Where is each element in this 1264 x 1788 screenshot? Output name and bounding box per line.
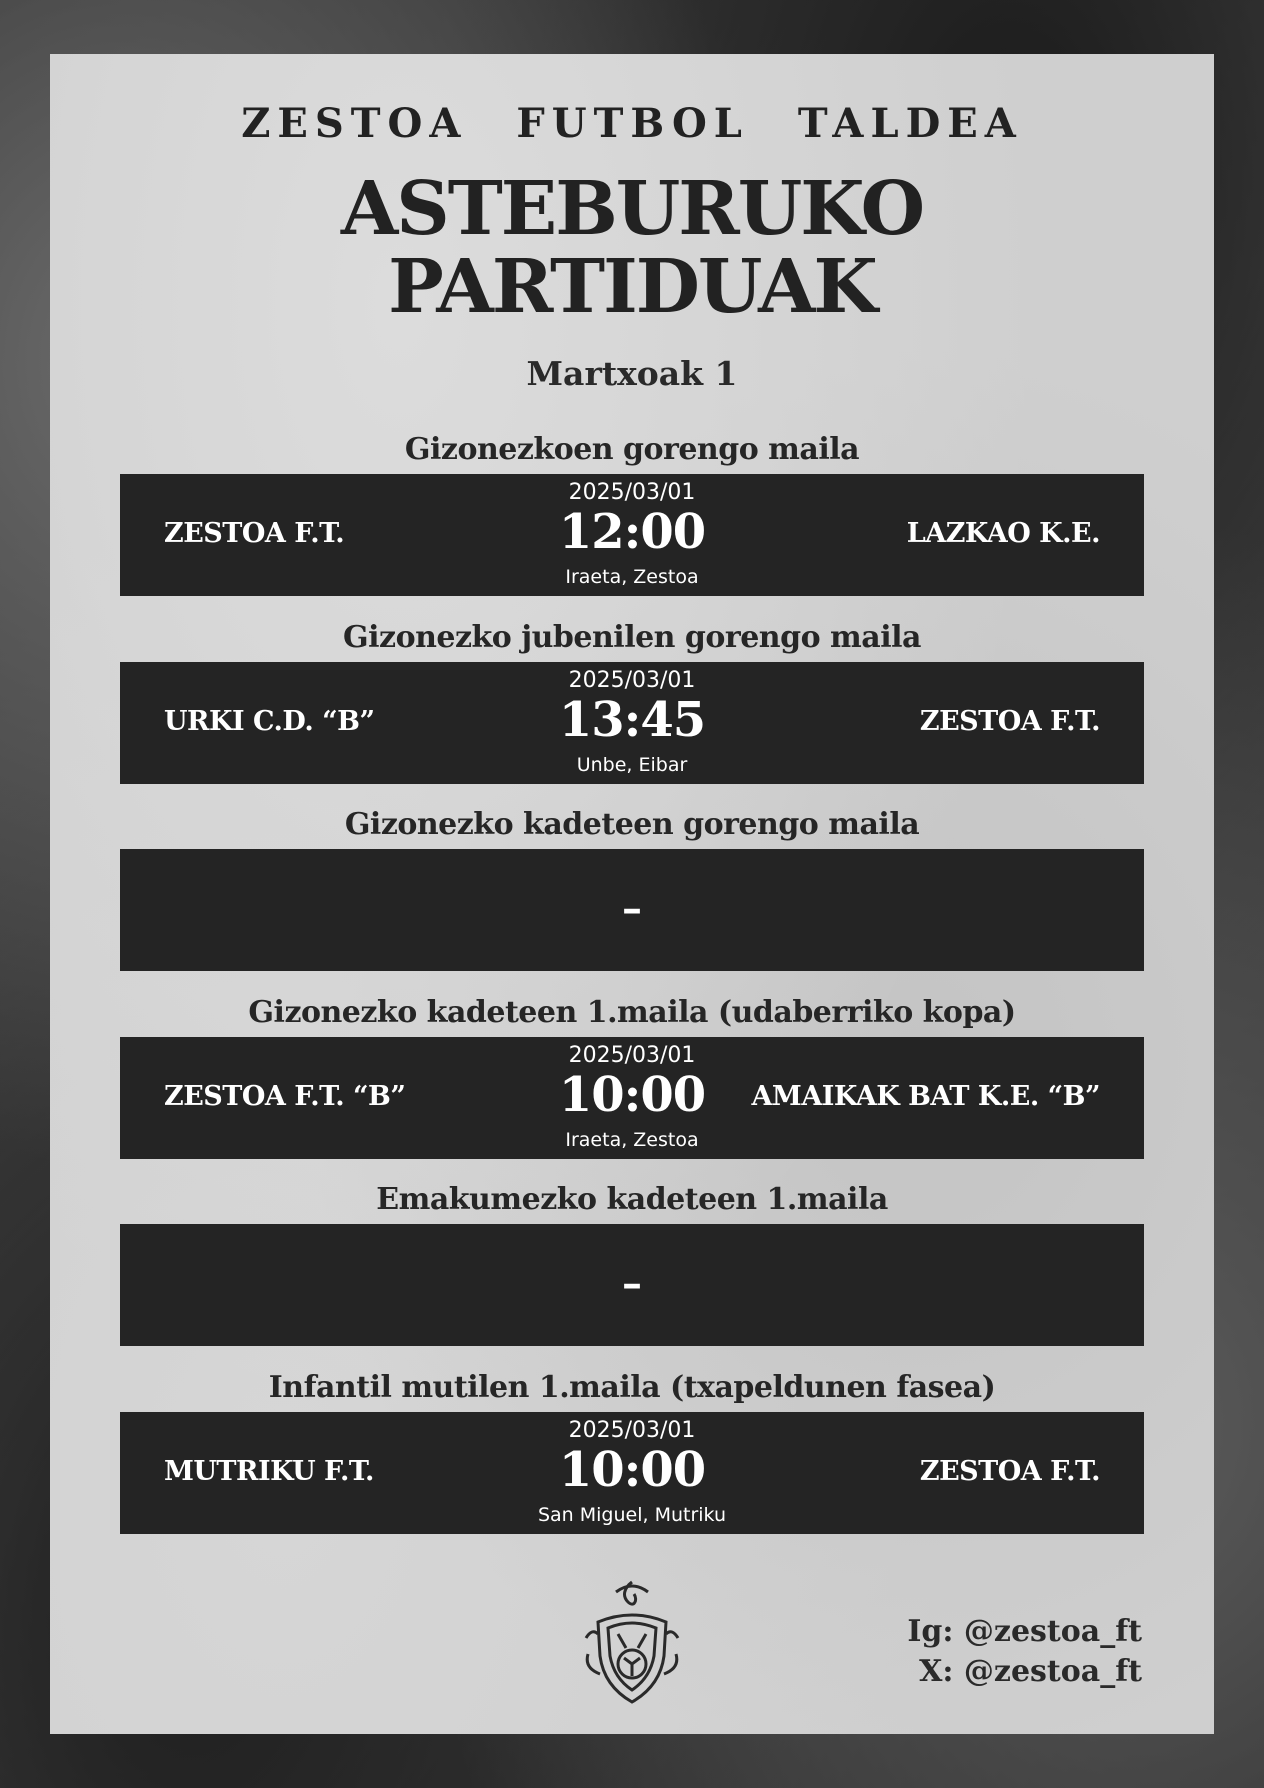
title-line-1: ASTEBURUKO (340, 166, 924, 252)
home-team: MUTRIKU F.T. (164, 1456, 374, 1487)
match-date: 2025/03/01 (568, 1043, 696, 1068)
match-box-empty (120, 849, 1144, 971)
match-venue: San Miguel, Mutriku (537, 1504, 727, 1526)
club-name: ZESTOA FUTBOL TALDEA (241, 100, 1023, 147)
category-title: Infantil mutilen 1.maila (txapeldunen fasea) (268, 1370, 996, 1405)
category-title: Gizonezkoen gorengo maila (404, 432, 860, 467)
club-crest-icon (578, 1578, 686, 1706)
away-team: LAZKAO K.E. (906, 518, 1100, 549)
match-box (120, 662, 1144, 784)
home-team: ZESTOA F.T. “B” (164, 1081, 406, 1112)
category-title: Emakumezko kadeteen 1.maila (376, 1182, 888, 1217)
poster-card (50, 54, 1214, 1734)
away-team: ZESTOA F.T. (919, 1456, 1100, 1487)
match-box (120, 1037, 1144, 1159)
match-date: 2025/03/01 (568, 480, 696, 505)
home-team: URKI C.D. “B” (164, 706, 375, 737)
weekend-date: Martxoak 1 (526, 354, 738, 393)
match-box (120, 474, 1144, 596)
match-time: 13:45 (558, 692, 706, 748)
category-title: Gizonezko kadeteen 1.maila (udaberriko kopa) (248, 995, 1016, 1030)
match-time: 10:00 (558, 1067, 706, 1123)
away-team: AMAIKAK BAT K.E. “B” (751, 1081, 1100, 1112)
title-line-2: PARTIDUAK (388, 244, 876, 330)
category-title: Gizonezko kadeteen gorengo maila (344, 807, 920, 842)
no-match-dash: – (622, 885, 642, 932)
match-box (120, 1412, 1144, 1534)
match-date: 2025/03/01 (568, 1418, 696, 1443)
category-title: Gizonezko jubenilen gorengo maila (343, 620, 921, 655)
away-team: ZESTOA F.T. (919, 706, 1100, 737)
match-box-empty (120, 1224, 1144, 1346)
match-venue: Iraeta, Zestoa (565, 566, 699, 588)
home-team: ZESTOA F.T. (164, 518, 345, 549)
match-time: 12:00 (558, 504, 706, 560)
instagram-handle: Ig: @zestoa_ft (907, 1614, 1142, 1649)
match-time: 10:00 (558, 1442, 706, 1498)
no-match-dash: – (622, 1260, 642, 1307)
match-date: 2025/03/01 (568, 668, 696, 693)
match-venue: Unbe, Eibar (576, 754, 688, 776)
match-venue: Iraeta, Zestoa (565, 1129, 699, 1151)
x-handle: X: @zestoa_ft (919, 1654, 1142, 1689)
